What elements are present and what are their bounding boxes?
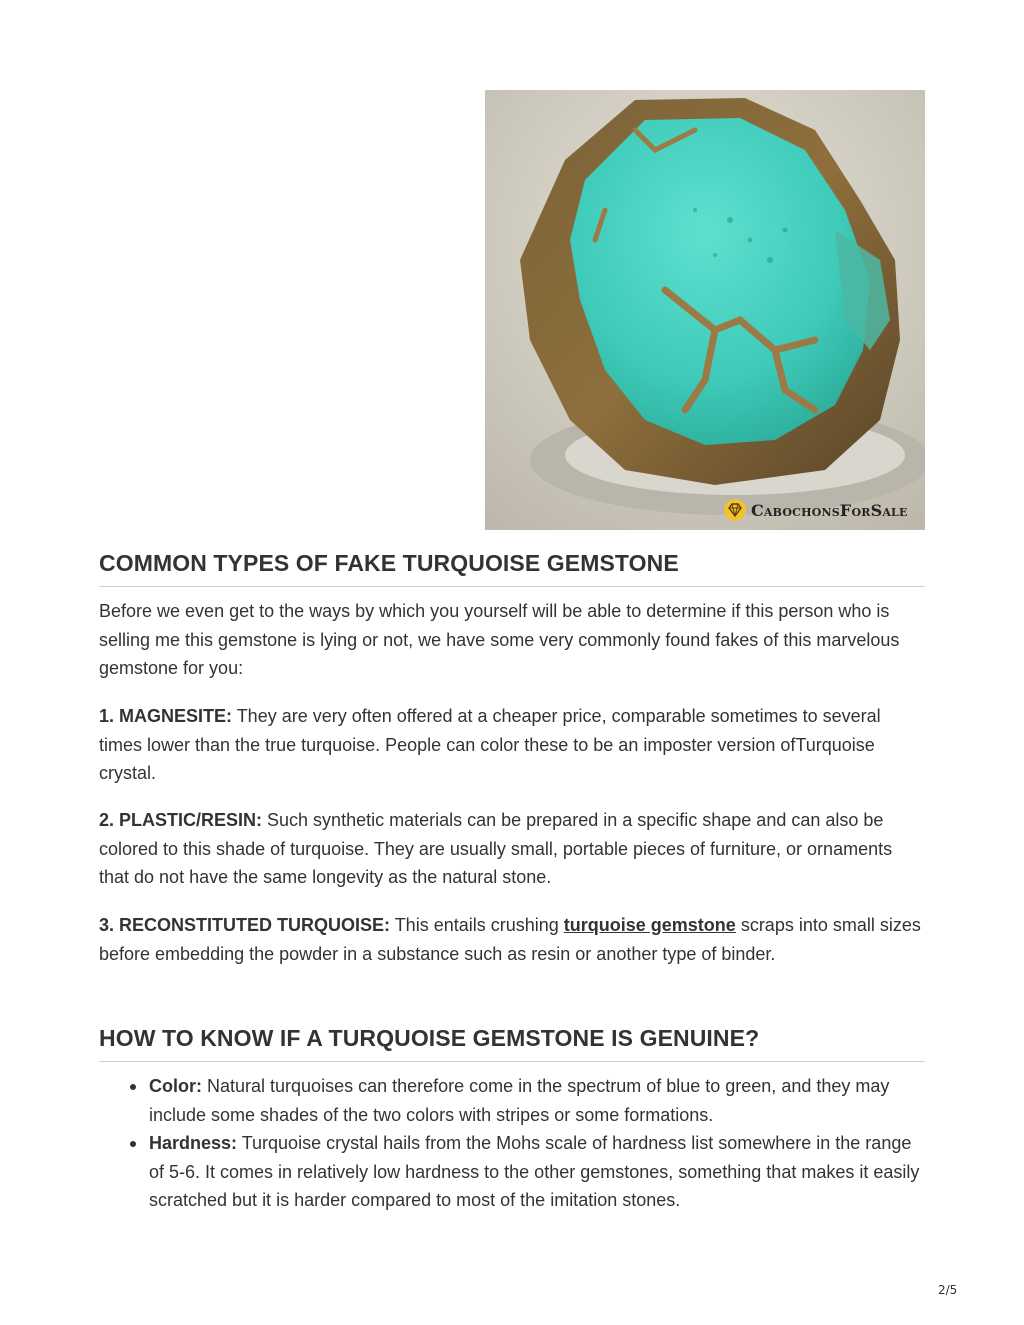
intro-paragraph: Before we even get to the ways by which you yourself will be able to determine if this person who is selling me this gemstone is lying or not, we have some very commonly found fakes of this marvelous gemstone for you: — [99, 601, 900, 678]
item-label: 1. MAGNESITE: — [99, 706, 233, 726]
list-item — [149, 1129, 925, 1215]
bullet-label: Hardness: — [149, 1133, 238, 1153]
section-heading: COMMON TYPES OF FAKE TURQUOISE GEMSTONE — [99, 550, 925, 587]
item-label: 3. RECONSTITUTED TURQUOISE: — [99, 915, 391, 935]
turquoise-gemstone-link[interactable]: turquoise gemstone — [563, 915, 736, 935]
turquoise-stone-photo — [485, 90, 925, 530]
bullet-list — [99, 1072, 925, 1215]
item-text: scraps into small sizes before embedding the powder in a substance such as resin or another type of binder. — [99, 915, 921, 964]
bullet-label: Color: — [149, 1076, 202, 1096]
watermark — [723, 497, 908, 523]
item-text: They are very often offered at a cheaper price, comparable sometimes to several times lower than the true turquoise. People can color these to be an imposter version ofTurquoise crystal. — [99, 706, 881, 783]
item-magnesite — [99, 702, 925, 788]
section-fake-types — [99, 550, 925, 587]
page-number: 2/5 — [938, 1283, 958, 1297]
item-reconstituted — [99, 911, 925, 968]
bullet-text: Turquoise crystal hails from the Mohs scale of hardness list somewhere in the range of 5-6. It comes in relatively low hardness to the other gemstones, something that makes it easily scratched but it is harder compared to most of the imitation stones. — [149, 1133, 920, 1210]
diamond-icon — [723, 498, 747, 522]
turquoise-stone-illustration — [485, 90, 925, 530]
section-genuine-check — [99, 1025, 925, 1062]
watermark-text: CabochonsForSale — [751, 500, 908, 520]
genuine-bullets — [99, 1072, 925, 1215]
bullet-text: Natural turquoises can therefore come in the spectrum of blue to green, and they may include some shades of the two colors with stripes or some formations. — [149, 1076, 890, 1125]
item-label: 2. PLASTIC/RESIN: — [99, 810, 263, 830]
intro-paragraph-wrap — [99, 597, 925, 683]
list-item — [149, 1072, 925, 1129]
section-heading: HOW TO KNOW IF A TURQUOISE GEMSTONE IS GENUINE? — [99, 1025, 925, 1062]
item-text: This entails crushing — [390, 915, 564, 935]
item-text: Such synthetic materials can be prepared in a specific shape and can also be colored to this shade of turquoise. They are usually small, portable pieces of furniture, or ornaments that do not have the same longevity as the natural stone. — [99, 810, 893, 887]
item-plastic-resin — [99, 806, 925, 892]
